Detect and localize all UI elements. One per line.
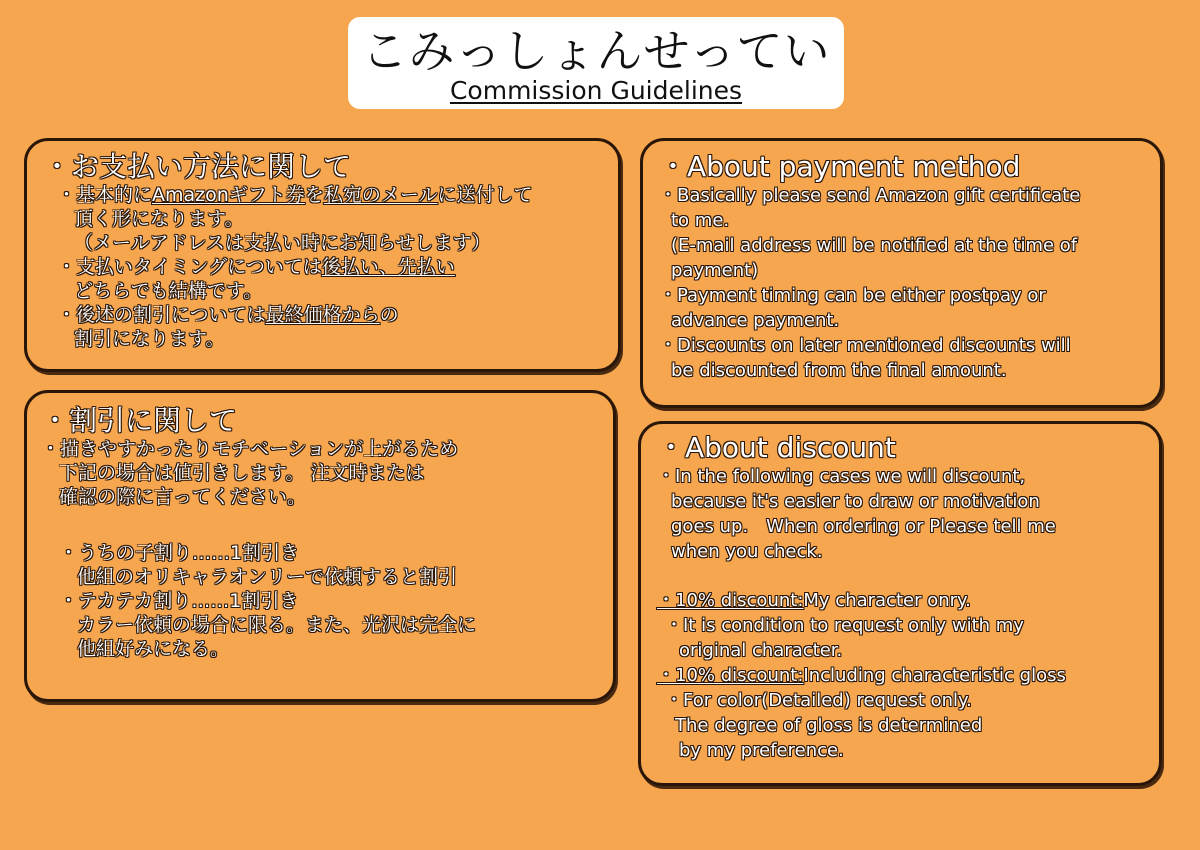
- discount-item: 他組好みになる。: [77, 638, 230, 660]
- bullet-line: ・後述の割引については最終価格からの: [57, 304, 399, 326]
- page-title-english: Commission Guidelines: [449, 76, 743, 105]
- intro-line: goes up. When ordering or Please tell me: [671, 516, 1056, 537]
- discount-panel-jp: [24, 390, 616, 702]
- bullet-line: ・支払いタイミングについては後払い、先払い: [57, 256, 455, 278]
- discount-item: ・テカテカ割り……1割引き: [59, 590, 299, 612]
- discount-item: The degree of gloss is determined: [675, 715, 983, 736]
- bullet-line: ・基本的にAmazonギフト券を私宛のメールに送付して: [57, 184, 533, 206]
- panel-heading: ・お支払い方法に関して: [43, 150, 352, 183]
- bullet-line: どちらでも結構です。: [74, 280, 263, 302]
- discount-item: ・10% discount:My character onry.: [657, 590, 971, 611]
- discount-item: ・うちの子割り……1割引き: [59, 542, 300, 564]
- bullet-line: （メールアドレスは支払い時にお知らせします）: [74, 232, 491, 254]
- bullet-line: advance payment.: [671, 310, 840, 331]
- panel-heading: ・About payment method: [659, 150, 1021, 183]
- panel-heading: ・割引に関して: [41, 404, 238, 437]
- bullet-line: 頂く形になります。: [74, 208, 244, 230]
- bullet-line: ・Discounts on later mentioned discounts will: [659, 335, 1071, 356]
- intro-line: 下記の場合は値引きします。 注文時または: [59, 462, 425, 484]
- intro-line: ・描きやすかったりモチベーションが上がるため: [41, 438, 459, 460]
- bullet-line: 割引になります。: [74, 328, 225, 350]
- intro-line: when you check.: [671, 541, 823, 562]
- discount-item: ・It is condition to request only with my: [665, 615, 1024, 636]
- intro-line: 確認の際に言ってください。: [59, 486, 307, 508]
- payment-method-panel-jp: [24, 138, 621, 372]
- payment-method-panel-en: [640, 138, 1163, 408]
- bullet-line: ・Basically please send Amazon gift certificate: [659, 185, 1081, 206]
- bullet-line: to me.: [671, 210, 730, 231]
- page-title-japanese: こみっしょんせってい: [361, 24, 831, 78]
- discount-panel-en: [638, 421, 1162, 786]
- discount-item: by my preference.: [679, 740, 844, 761]
- discount-item: 他組のオリキャラオンリーで依頼すると割引: [77, 566, 458, 588]
- discount-item: カラー依頼の場合に限る。また、光沢は完全に: [77, 614, 477, 636]
- title-banner: [348, 17, 844, 109]
- intro-line: ・In the following cases we will discount,: [657, 466, 1026, 487]
- bullet-line: be discounted from the final amount.: [671, 360, 1007, 381]
- discount-item: ・10% discount:Including characteristic gloss: [657, 665, 1066, 686]
- discount-item: original character.: [679, 640, 843, 661]
- panel-heading: ・About discount: [657, 431, 896, 464]
- intro-line: because it's easier to draw or motivation: [671, 491, 1040, 512]
- discount-item: ・For color(Detailed) request only.: [665, 690, 972, 711]
- bullet-line: payment): [671, 260, 759, 281]
- bullet-line: (E-mail address will be notified at the time of: [671, 235, 1078, 256]
- bullet-line: ・Payment timing can be either postpay or: [659, 285, 1046, 306]
